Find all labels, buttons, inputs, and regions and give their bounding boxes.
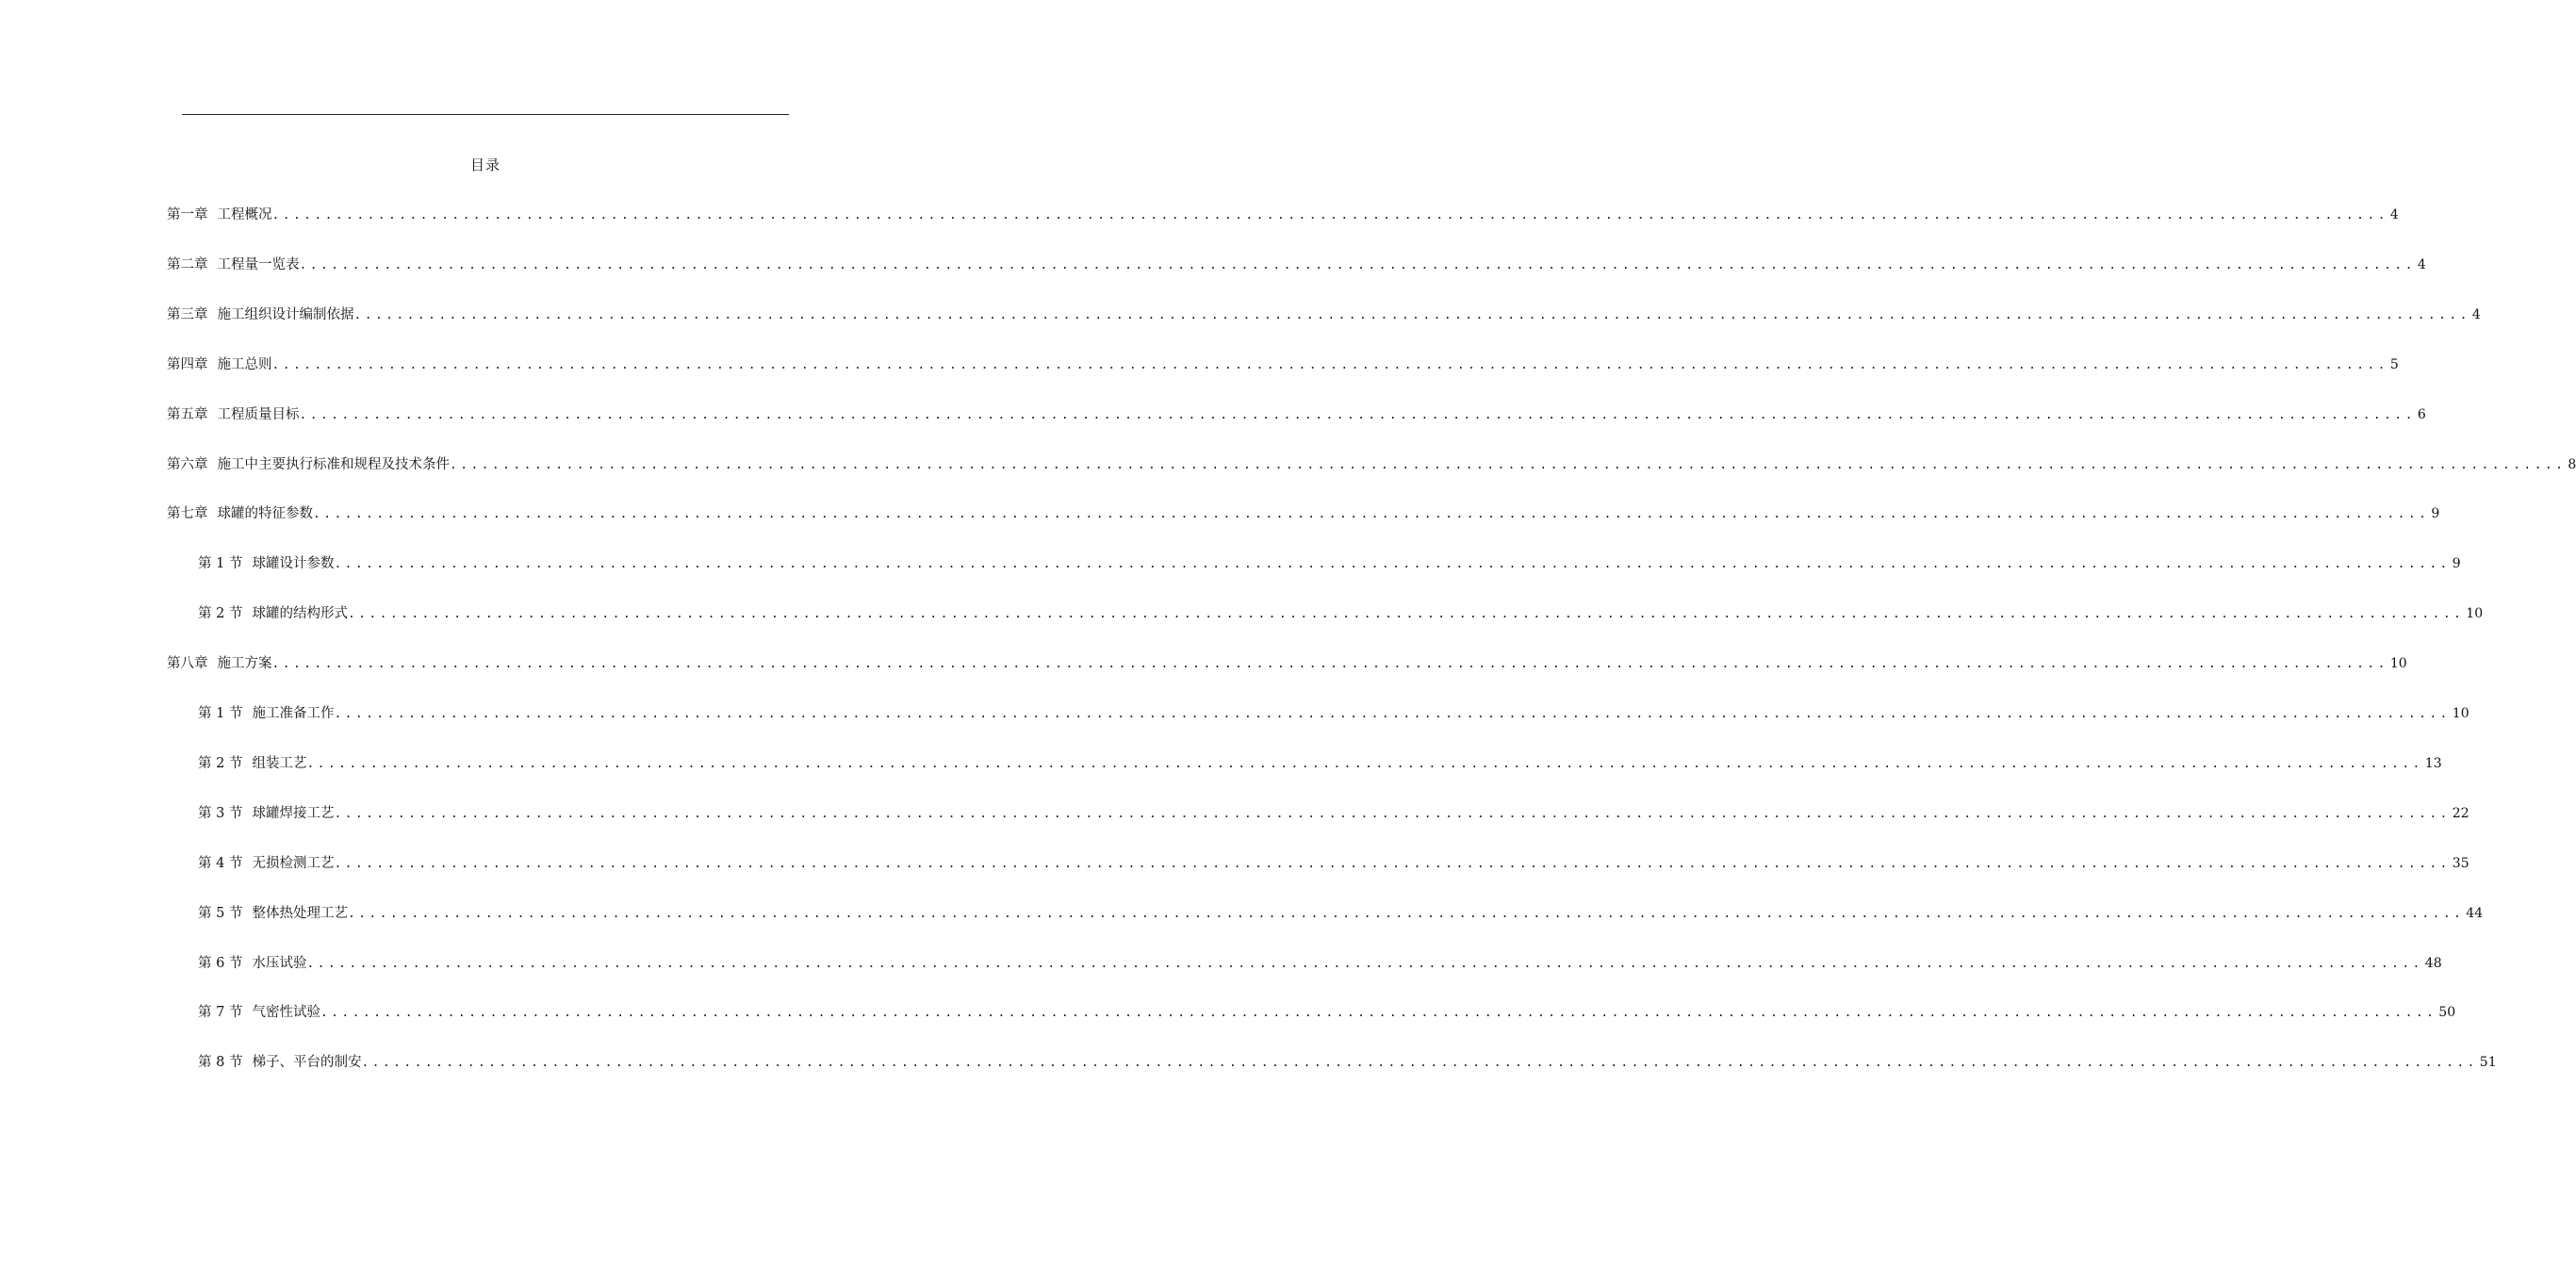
toc-entry-page-number: 50 [2438,1005,2456,1020]
toc-dot-leader: ........................................................................................................................................................................................................ [271,208,2388,222]
toc-entry-title: 组装工艺 [252,756,307,771]
toc-dot-leader: ........................................................................................................................................................................................................ [313,507,2430,521]
toc-entry-page-number: 9 [2452,556,2461,571]
toc-entry-number: 第七章 [167,506,208,521]
toc-entry-number: 第 4 节 [198,856,243,871]
toc-entry-title: 施工总则 [217,357,272,372]
toc-entry-number: 第 3 节 [198,806,243,821]
toc-entry-title: 施工准备工作 [252,706,335,721]
header-rule [182,114,789,115]
toc-entry-title: 气密性试验 [252,1005,320,1020]
toc-entry-number: 第二章 [167,257,208,272]
toc-entry-title: 工程质量目标 [217,407,300,422]
toc-entry-title: 施工中主要执行标准和规程及技术条件 [217,457,450,472]
toc-entry-page-number: 6 [2417,407,2426,422]
toc-entry-number: 第 7 节 [198,1005,243,1020]
toc-entry-number: 第一章 [167,207,208,222]
toc-entry-number: 第 8 节 [198,1055,243,1070]
toc-dot-leader: ........................................................................................................................................................................................................ [271,657,2388,671]
toc-entry-page-number: 4 [2417,257,2426,272]
toc-entry[interactable] [167,304,2481,325]
toc-entry[interactable] [167,653,2407,674]
toc-dot-leader: ........................................................................................................................................................................................................ [334,857,2451,871]
toc-dot-leader: ........................................................................................................................................................................................................ [347,907,2465,921]
toc-entry[interactable] [198,553,2461,574]
toc-entry-title: 水压试验 [252,956,307,971]
toc-entry-title: 球罐的结构形式 [252,606,348,621]
toc-entry-page-number: 10 [2389,656,2407,671]
toc-entry[interactable] [198,703,2469,724]
toc-entry-number: 第六章 [167,457,208,472]
toc-dot-leader: ........................................................................................................................................................................................................ [361,1056,2478,1070]
toc-entry-title: 工程概况 [217,207,272,222]
toc-dot-leader: ........................................................................................................................................................................................................ [306,957,2423,971]
toc-entry-number: 第 6 节 [198,956,243,971]
toc-entry-page-number: 10 [2466,606,2484,621]
toc-dot-leader: ........................................................................................................................................................................................................ [353,308,2470,322]
toc-dot-leader: ........................................................................................................................................................................................................ [271,358,2388,372]
toc-entry-number: 第 2 节 [198,756,243,771]
toc-entry-number: 第 5 节 [198,906,243,921]
toc-entry-page-number: 9 [2431,506,2440,521]
toc-entry-title: 整体热处理工艺 [252,906,348,921]
toc-entry-number: 第四章 [167,357,208,372]
toc-entry[interactable] [198,1052,2497,1073]
toc-entry-number: 第 2 节 [198,606,243,621]
toc-dot-leader: ........................................................................................................................................................................................................ [320,1006,2437,1020]
toc-entry[interactable] [198,853,2469,874]
toc-entry-page-number: 51 [2479,1055,2497,1070]
toc-entry[interactable] [167,205,2399,225]
toc-entry-title: 球罐的特征参数 [217,506,313,521]
toc-entry-title: 球罐焊接工艺 [252,806,335,821]
toc-entry-page-number: 5 [2389,357,2399,372]
toc-dot-leader: ........................................................................................................................................................................................................ [334,557,2451,571]
toc-entry-number: 第 1 节 [198,556,243,571]
toc-entry-page-number: 22 [2452,806,2469,821]
toc-entry-title: 梯子、平台的制安 [252,1055,362,1070]
toc-entry[interactable] [167,503,2440,524]
toc-entry-title: 无损检测工艺 [252,856,335,871]
toc-dot-leader: ........................................................................................................................................................................................................ [347,607,2465,621]
toc-entry[interactable] [198,803,2469,824]
toc-entry-title: 施工方案 [217,656,272,671]
toc-entry[interactable] [167,454,2576,475]
toc-entry-page-number: 4 [2471,307,2481,322]
toc-entry-page-number: 10 [2452,706,2469,721]
toc-entry-title: 施工组织设计编制依据 [217,307,354,322]
toc-dot-leader: ........................................................................................................................................................................................................ [334,807,2451,821]
toc-entry-page-number: 35 [2452,856,2469,871]
toc-entry[interactable] [198,953,2442,974]
toc-entry-title: 工程量一览表 [217,257,300,272]
toc-dot-leader: ........................................................................................................................................................................................................ [299,258,2416,272]
toc-entry-number: 第 1 节 [198,706,243,721]
toc-title: 目录 [469,156,500,173]
toc-entry[interactable] [198,903,2484,924]
toc-entry-title: 球罐设计参数 [252,556,335,571]
toc-entry-page-number: 44 [2466,906,2484,921]
toc-entry[interactable] [167,354,2399,375]
toc-entry-number: 第八章 [167,656,208,671]
toc-dot-leader: ........................................................................................................................................................................................................ [306,757,2423,771]
toc-dot-leader: ........................................................................................................................................................................................................ [334,707,2451,721]
toc-entry[interactable] [198,1002,2456,1023]
toc-entry[interactable] [198,603,2484,624]
toc-entry-page-number: 13 [2424,756,2442,771]
toc-entry-page-number: 4 [2389,207,2399,222]
toc-entry[interactable] [167,404,2426,425]
toc-entry[interactable] [198,753,2442,774]
toc-entry-page-number: 48 [2424,956,2442,971]
toc-dot-leader: ........................................................................................................................................................................................................ [299,408,2416,422]
toc-entry[interactable] [167,255,2426,275]
toc-entry-page-number: 8 [2568,457,2576,472]
toc-dot-leader: ........................................................................................................................................................................................................ [450,458,2567,472]
toc-entry-number: 第三章 [167,307,208,322]
toc-entry-number: 第五章 [167,407,208,422]
